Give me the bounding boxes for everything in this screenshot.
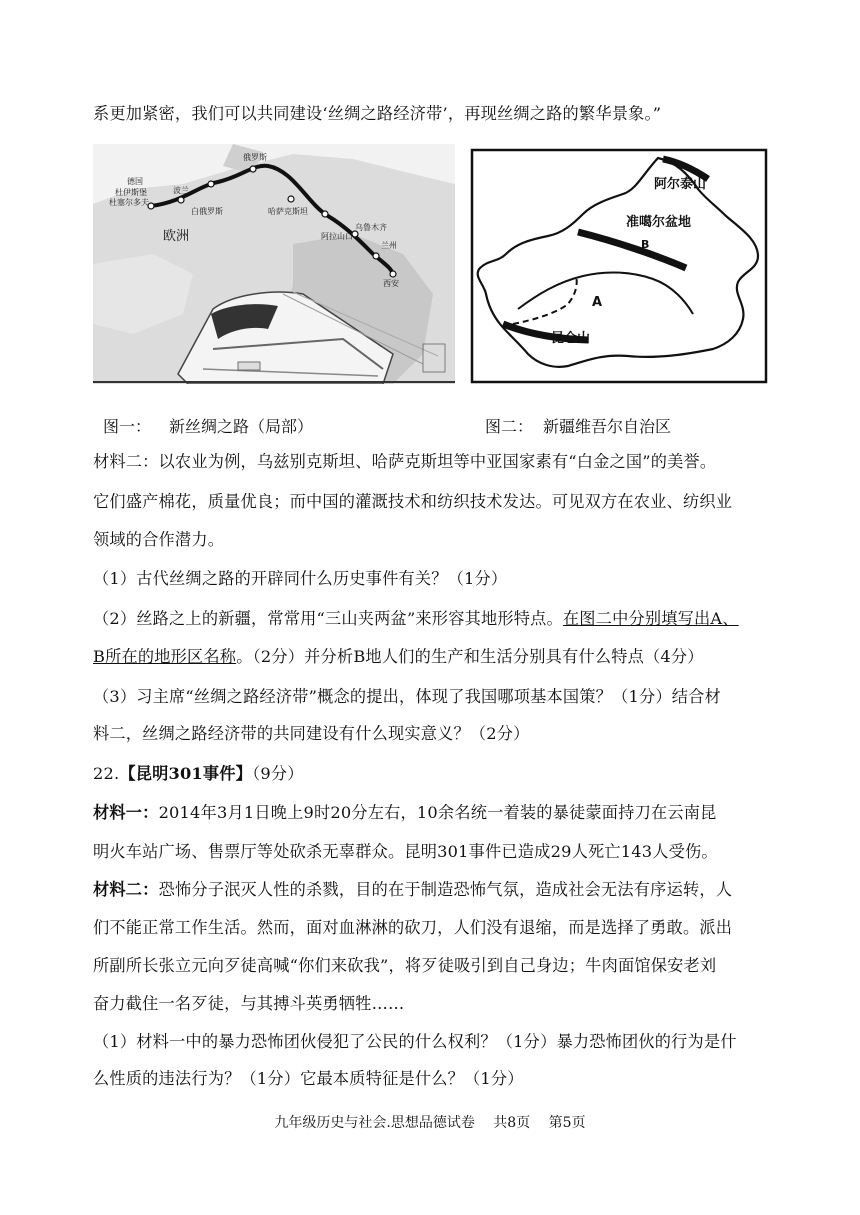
city-belarus: 白俄罗斯 (191, 207, 223, 216)
section22-title: 【昆明301事件】 (119, 764, 253, 783)
xinjiang-map-svg (458, 144, 768, 384)
intro-line: 系更加紧密，我们可以共同建设‘丝绸之路经济带’，再现丝绸之路的繁华景象。” (93, 104, 662, 123)
silk-road-map-svg (93, 144, 455, 384)
city-kazakhstan: 哈萨克斯坦 (268, 207, 308, 216)
kunming-material2-line2: 们不能正常工作生活。然而，面对血淋淋的砍刀，人们没有退缩，而是选择了勇敢。派出 (93, 918, 733, 937)
question2-rest: 。（2分）并分析B地人们的生产和生活分别具有什么特点（4分） (236, 647, 704, 666)
material2-line1: 材料二：以农业为例，乌兹别克斯坦、哈萨克斯坦等中亚国家素有“白金之国”的美誉。 (93, 452, 717, 471)
figure1-caption-text: 新丝绸之路（局部） (169, 417, 314, 436)
continent-europe-label: 欧洲 (163, 229, 190, 244)
figure2-caption-text: 新疆维吾尔自治区 (543, 417, 672, 436)
kunming-question1-line1: （1）材料一中的暴力恐怖团伙侵犯了公民的什么权利？（1分）暴力恐怖团伙的行为是什 (93, 1032, 737, 1051)
city-germany: 德国 (127, 177, 143, 186)
section22-score: （9分） (252, 764, 304, 783)
question1: （1）古代丝绸之路的开辟同什么历史事件有关？（1分） (93, 569, 508, 588)
city-duisburg: 杜伊斯堡 (115, 188, 147, 197)
city-xian: 西安 (383, 279, 399, 288)
figure1-caption-label: 图一： (103, 417, 152, 436)
question3-line1: （3）习主席“丝绸之路经济带”概念的提出，体现了我国哪项基本国策？（1分）结合材 (93, 687, 721, 706)
city-poland: 波兰 (173, 186, 189, 195)
question2-underlined-b: B所在的地形区名称 (93, 647, 237, 666)
kunming-material2-line3: 所副所长张立元向歹徒高喊“你们来砍我”，将歹徒吸引到自己身边；牛肉面馆保安老刘 (93, 956, 717, 975)
kunlun-mountains-label: 昆仑山 (551, 331, 591, 346)
figure1-caption (103, 414, 313, 437)
section22-heading (93, 764, 304, 784)
city-alashankou: 阿拉山口 (321, 232, 353, 241)
kunming-material1-label: 材料一： (93, 803, 159, 822)
question3-line2: 料二，丝绸之路经济带的共同建设有什么现实意义？（2分） (93, 724, 530, 743)
material2-line2: 它们盛产棉花，质量优良；而中国的灌溉技术和纺织技术发达。可见双方在农业、纺织业 (93, 492, 733, 511)
question2-underlined-a: 在图二中分别填写出A、 (562, 609, 739, 628)
kunming-material1-line2: 明火车站广场、售票厅等处砍杀无辜群众。昆明301事件已造成29人死亡143人受伤。 (93, 842, 718, 861)
region-b-label: B (641, 238, 650, 251)
kunming-material2-text: 恐怖分子泯灭人性的杀戮，目的在于制造恐怖气氛，造成社会无法有序运转，人 (158, 880, 733, 899)
kunming-material1-line1 (93, 803, 717, 823)
city-dusseldorf: 杜塞尔多夫 (109, 198, 149, 207)
page-footer: 九年级历史与社会.思想品德试卷 共8页 第5页 (274, 1115, 586, 1131)
silk-road-map-figure (93, 144, 455, 384)
question2-line1 (93, 609, 739, 629)
section22-number: 22. (93, 764, 120, 783)
question2-text: （2）丝路之上的新疆，常常用“三山夹两盆”来形容其地形特点。 (93, 609, 563, 628)
kunming-material1-text: 2014年3月1日晚上9时20分左右，10余名统一着装的暴徒蒙面持刀在云南昆 (158, 803, 717, 822)
altai-mountains-label: 阿尔泰山 (654, 177, 707, 192)
kunming-material2-label: 材料二： (93, 880, 159, 899)
material2-line3: 领域的合作潜力。 (93, 530, 225, 549)
figure2-caption-label: 图二： (485, 417, 534, 436)
kunming-material2-line1 (93, 880, 732, 900)
kunming-material2-line4: 奋力截住一名歹徒，与其搏斗英勇牺牲…… (93, 994, 405, 1013)
question2-line2 (93, 647, 704, 667)
junggar-basin-label: 准噶尔盆地 (626, 215, 692, 230)
city-urumqi: 乌鲁木齐 (355, 223, 387, 232)
xinjiang-map-figure (458, 144, 768, 384)
figure2-caption (485, 414, 671, 437)
city-russia: 俄罗斯 (243, 153, 267, 162)
region-a-label: A (592, 295, 603, 310)
city-lanzhou: 兰州 (381, 241, 397, 250)
kunming-question1-line2: 么性质的违法行为？（1分）它最本质特征是什么？（1分） (93, 1069, 524, 1088)
